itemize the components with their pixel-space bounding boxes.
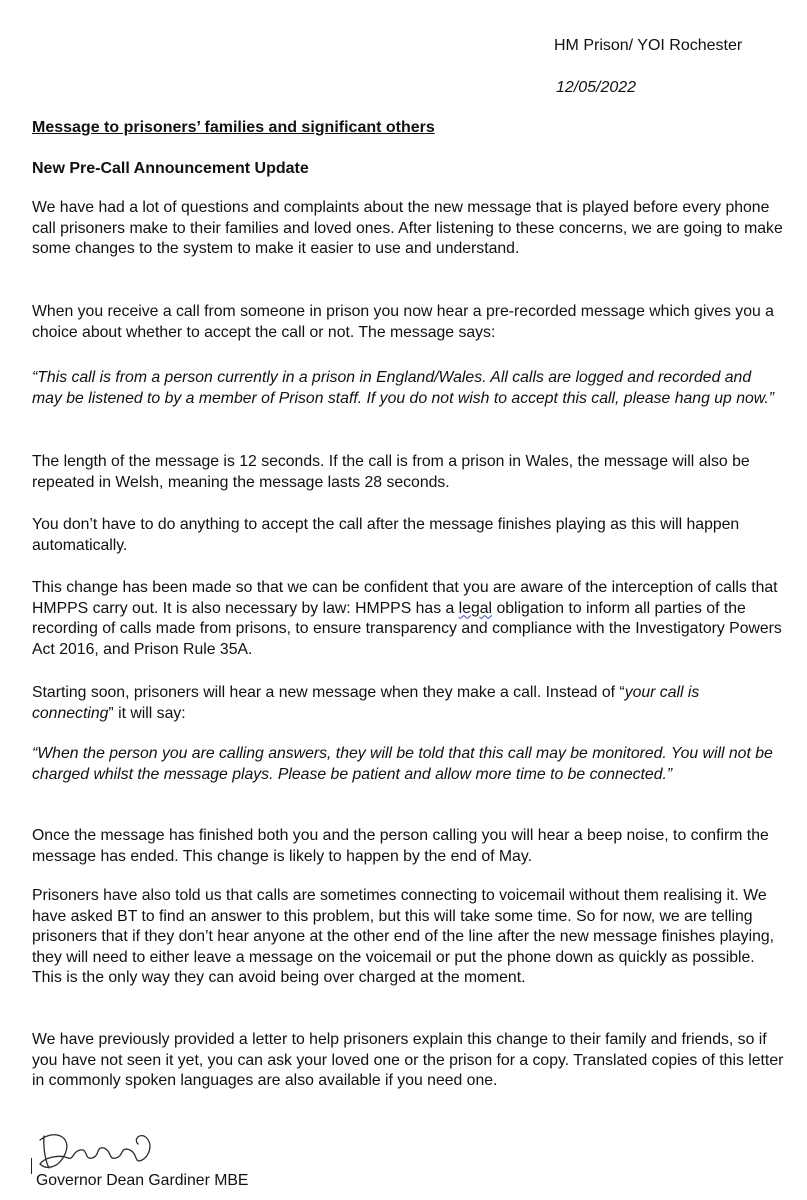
text-cursor: [31, 1158, 32, 1174]
handwritten-signature: [34, 1124, 164, 1176]
paragraph-beep: [32, 826, 784, 867]
paragraph-message-length: [32, 452, 784, 493]
header-date: 12/05/2022: [556, 79, 637, 96]
paragraph-segment: ” it will say:: [108, 704, 186, 722]
paragraph-emphasis: your call is connecting: [32, 684, 700, 722]
paragraph-text: [32, 683, 784, 724]
quote-current-message: [32, 368, 784, 409]
quote-new-message: [32, 744, 784, 785]
paragraph-text: [32, 578, 784, 660]
paragraph-text: When you receive a call from someone in prison you now hear a pre-recorded message which gives you a choice about whether to accept the call or not. The message says:: [32, 303, 774, 341]
signer-name: Governor Dean Gardiner MBE: [36, 1172, 249, 1189]
paragraph-text: We have previously provided a letter to help prisoners explain this change to their family and friends, so if you have not seen it yet, you can ask your loved one or the prison for a copy. Translated copies of this letter in commonly spoken languages are also available if you need one.: [32, 1031, 784, 1090]
paragraph-segment: Starting soon, prisoners will hear a new message when they make a call. Instead of “: [32, 684, 625, 701]
paragraph-intro: [32, 198, 784, 260]
paragraph-segment: obligation to inform all parties of the recording of calls made from prisons, to ensure transparency and compliance with the Investigatory Powers Act 2016, and Prison Rule 35A.: [32, 599, 782, 658]
paragraph-new-message: [32, 683, 784, 724]
paragraph-voicemail: [32, 886, 784, 989]
quote-text: “When the person you are calling answers, they will be told that this call may be monitored. You will not be charged whilst the message plays. Please be patient and allow more time to be connected.”: [32, 745, 773, 783]
quote-text: “This call is from a person currently in a prison in England/Wales. All calls are logged and recorded and may be listened to by a member of Prison staff. If you do not wish to accept this call, please hang up now.”: [32, 369, 774, 407]
document-title: Message to prisoners’ families and significant others: [32, 119, 435, 136]
paragraph-accept-call: [32, 515, 784, 556]
paragraph-interception: [32, 578, 784, 660]
paragraph-receive-call: [32, 302, 784, 343]
paragraph-letter-copies: [32, 1030, 784, 1092]
paragraph-segment: This change has been made so that we can be confident that you are aware of the interception of calls that HMPPS carry out. It is also necessary by law: HMPPS has a: [32, 579, 778, 617]
document-subtitle: New Pre-Call Announcement Update: [32, 160, 309, 177]
paragraph-text: Prisoners have also told us that calls are sometimes connecting to voicemail without them realising it. We have asked BT to find an answer to this problem, but this will take some time. So for now, we are telling prisoners that if they don’t hear anyone at the other end of the line after the new message finishes playing, they will need to either leave a message on the voicemail or put the phone down as quickly as possible. This is the only way they can avoid being over charged at the moment.: [32, 887, 775, 987]
paragraph-text: You don’t have to do anything to accept the call after the message finishes playing as this will happen automatically.: [32, 516, 740, 554]
header-institution: HM Prison/ YOI Rochester: [554, 37, 743, 54]
spellcheck-word: legal: [458, 599, 493, 617]
paragraph-text: Once the message has finished both you and the person calling you will hear a beep noise, to confirm the message has ended. This change is likely to happen by the end of May.: [32, 827, 769, 865]
paragraph-text: We have had a lot of questions and complaints about the new message that is played before every phone call prisoners make to their families and loved ones. After listening to these concerns, we are going to make some changes to the system to make it easier to use and understand.: [32, 199, 783, 258]
paragraph-text: The length of the message is 12 seconds. If the call is from a prison in Wales, the message will also be repeated in Welsh, meaning the message lasts 28 seconds.: [32, 453, 750, 491]
